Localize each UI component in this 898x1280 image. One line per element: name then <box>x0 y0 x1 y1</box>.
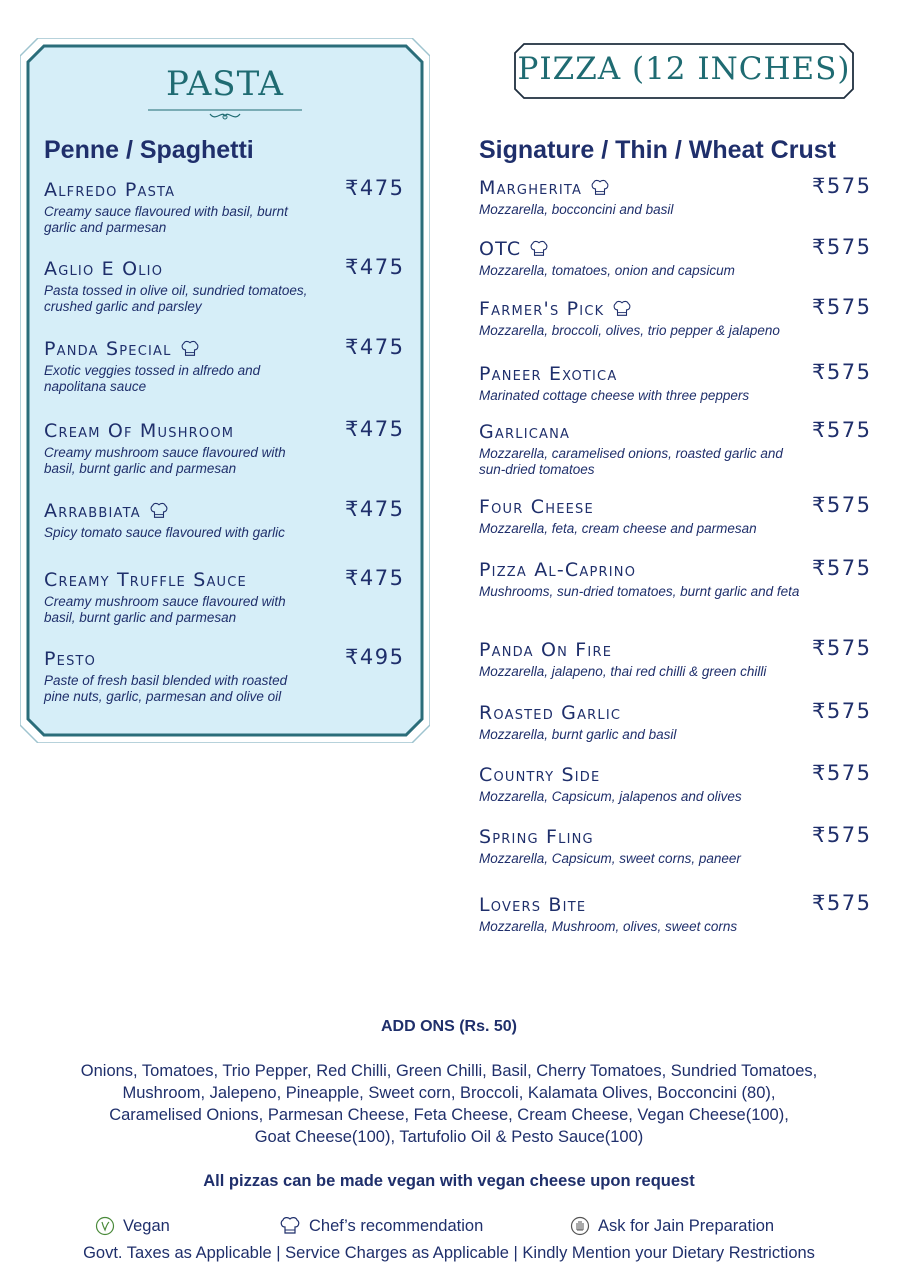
legend-jain <box>570 1216 774 1236</box>
legend-chef <box>279 1216 483 1236</box>
item-name <box>479 764 809 786</box>
pasta-menu-item <box>44 338 314 394</box>
chef-hat-icon <box>529 240 549 258</box>
item-description: Mozzarella, burnt garlic and basil <box>479 727 677 742</box>
item-price: ₹575 <box>812 699 872 723</box>
pizza-menu-item <box>479 639 809 680</box>
addons-line: Caramelised Onions, Parmesan Cheese, Feta Cheese, Cream Cheese, Vegan Cheese(100), <box>109 1106 789 1124</box>
pizza-menu-item <box>479 421 809 477</box>
pizza-menu-item <box>479 894 809 935</box>
item-name-text: Panda On Fire <box>479 639 613 661</box>
item-price: ₹575 <box>812 823 872 847</box>
addons-list <box>30 1060 868 1148</box>
item-price: ₹475 <box>345 176 405 200</box>
item-name <box>44 258 314 280</box>
chef-hat-icon <box>180 340 200 358</box>
item-description: Marinated cottage cheese with three peppers <box>479 388 750 403</box>
chef-hat-icon <box>279 1216 301 1236</box>
jain-hand-icon <box>570 1216 590 1236</box>
pasta-menu-item <box>44 648 314 704</box>
pizza-menu-item <box>479 496 809 537</box>
item-description: Mozzarella, tomatoes, onion and capsicum <box>479 263 735 278</box>
item-name <box>479 559 809 581</box>
item-price: ₹575 <box>812 295 872 319</box>
item-name-text: Pizza Al-Caprino <box>479 559 637 581</box>
legend-jain-label: Ask for Jain Preparation <box>598 1216 775 1235</box>
pizza-menu-item <box>479 826 809 867</box>
legend-chef-label: Chef’s recommendation <box>309 1216 484 1235</box>
item-name <box>44 648 314 670</box>
item-name-text: Aglio E Olio <box>44 258 164 280</box>
item-price: ₹575 <box>812 360 872 384</box>
item-price: ₹475 <box>345 335 405 359</box>
item-price: ₹475 <box>345 417 405 441</box>
pizza-menu-item <box>479 559 809 600</box>
item-name <box>44 500 314 522</box>
pizza-menu-item <box>479 702 809 743</box>
item-name-text: Panda Special <box>44 338 172 360</box>
item-name <box>479 177 809 199</box>
legend-vegan-label: Vegan <box>123 1216 170 1235</box>
item-name <box>479 496 809 518</box>
addons-heading: ADD ONS (Rs. 50) <box>380 1018 518 1035</box>
item-price: ₹495 <box>345 645 405 669</box>
pizza-menu-item <box>479 177 809 218</box>
pasta-panel <box>20 38 430 743</box>
pizza-title-box <box>514 43 854 99</box>
item-name-text: Garlicana <box>479 421 571 443</box>
item-description: Creamy mushroom sauce flavoured with basil, burnt garlic and parmesan <box>44 594 286 625</box>
item-name <box>44 179 314 201</box>
item-description: Mozzarella, jalapeno, thai red chilli & green chilli <box>479 664 767 679</box>
chef-hat-icon <box>590 179 610 197</box>
pizza-menu-item <box>479 363 809 404</box>
item-description: Paste of fresh basil blended with roasted pine nuts, garlic, parmesan and olive oil <box>44 673 288 704</box>
addons-line: Goat Cheese(100), Tartufolio Oil & Pesto Sauce(100) <box>254 1128 644 1146</box>
item-price: ₹475 <box>345 255 405 279</box>
item-name <box>44 420 314 442</box>
item-name <box>479 238 809 260</box>
item-description: Mozzarella, broccoli, olives, trio pepper & jalapeno <box>479 323 780 338</box>
chef-hat-icon <box>612 300 632 318</box>
item-name <box>44 569 314 591</box>
pizza-menu-item <box>479 238 809 279</box>
addons-line: Onions, Tomatoes, Trio Pepper, Red Chilli, Green Chilli, Basil, Cherry Tomatoes, Sundried Tomatoes, <box>80 1062 818 1080</box>
flourish-ornament-icon <box>148 104 302 124</box>
item-name <box>479 421 809 443</box>
item-name-text: Farmer's Pick <box>479 298 605 320</box>
chef-hat-icon <box>149 502 169 520</box>
item-description: Creamy mushroom sauce flavoured with basil, burnt garlic and parmesan <box>44 445 286 476</box>
pasta-menu-item <box>44 569 314 625</box>
legend-vegan <box>95 1216 170 1236</box>
item-name <box>479 826 809 848</box>
item-name-text: Paneer Exotica <box>479 363 618 385</box>
item-description: Pasta tossed in olive oil, sundried tomatoes, crushed garlic and parsley <box>44 283 308 314</box>
item-price: ₹475 <box>345 566 405 590</box>
item-price: ₹575 <box>812 891 872 915</box>
pasta-menu-item <box>44 258 314 314</box>
item-name-text: Alfredo Pasta <box>44 179 176 201</box>
vegan-note: All pizzas can be made vegan with vegan cheese upon request <box>203 1172 695 1190</box>
item-name <box>479 894 809 916</box>
item-description: Mozzarella, caramelised onions, roasted garlic and sun-dried tomatoes <box>479 446 783 477</box>
item-name-text: OTC <box>479 238 522 260</box>
item-name-text: Four Cheese <box>479 496 594 518</box>
item-description: Mozzarella, bocconcini and basil <box>479 202 674 217</box>
item-price: ₹575 <box>812 636 872 660</box>
item-description: Mozzarella, Mushroom, olives, sweet corns <box>479 919 738 934</box>
item-name <box>479 298 809 320</box>
item-price: ₹575 <box>812 493 872 517</box>
item-name-text: Pesto <box>44 648 97 670</box>
item-name-text: Arrabbiata <box>44 500 141 522</box>
vegan-leaf-icon <box>95 1216 115 1236</box>
item-price: ₹575 <box>812 235 872 259</box>
item-name <box>44 338 314 360</box>
item-price: ₹575 <box>812 761 872 785</box>
item-name <box>479 363 809 385</box>
pasta-menu-item <box>44 179 314 235</box>
footer-note: Govt. Taxes as Applicable | Service Charges as Applicable | Kindly Mention your Dietary Restrictions <box>83 1244 815 1262</box>
pizza-menu-item <box>479 298 809 339</box>
item-description: Mushrooms, sun-dried tomatoes, burnt garlic and feta <box>479 584 800 599</box>
pasta-title: PASTA <box>166 64 284 104</box>
item-name-text: Lovers Bite <box>479 894 587 916</box>
item-price: ₹575 <box>812 556 872 580</box>
item-description: Spicy tomato sauce flavoured with garlic <box>44 525 285 540</box>
item-name-text: Roasted Garlic <box>479 702 622 724</box>
item-name-text: Margherita <box>479 177 583 199</box>
item-name-text: Spring Fling <box>479 826 594 848</box>
item-name-text: Creamy Truffle Sauce <box>44 569 247 591</box>
item-name <box>479 639 809 661</box>
item-description: Mozzarella, Capsicum, jalapenos and olives <box>479 789 742 804</box>
pizza-menu-item <box>479 764 809 805</box>
item-description: Creamy sauce flavoured with basil, burnt garlic and parmesan <box>44 204 288 235</box>
item-name <box>479 702 809 724</box>
item-price: ₹575 <box>812 174 872 198</box>
pasta-menu-item <box>44 420 314 476</box>
pasta-menu-item <box>44 500 314 541</box>
item-name-text: Country Side <box>479 764 601 786</box>
pasta-subheading: Penne / Spaghetti <box>44 136 254 164</box>
pizza-title: PIZZA (12 INCHES) <box>517 51 851 87</box>
addons-line: Mushroom, Jalepeno, Pineapple, Sweet corn, Broccoli, Kalamata Olives, Bocconcini (80), <box>122 1084 776 1102</box>
item-description: Exotic veggies tossed in alfredo and napolitana sauce <box>44 363 261 394</box>
item-description: Mozzarella, feta, cream cheese and parmesan <box>479 521 757 536</box>
item-price: ₹575 <box>812 418 872 442</box>
item-price: ₹475 <box>345 497 405 521</box>
item-description: Mozzarella, Capsicum, sweet corns, paneer <box>479 851 741 866</box>
pizza-subheading: Signature / Thin / Wheat Crust <box>479 136 836 164</box>
item-name-text: Cream Of Mushroom <box>44 420 235 442</box>
